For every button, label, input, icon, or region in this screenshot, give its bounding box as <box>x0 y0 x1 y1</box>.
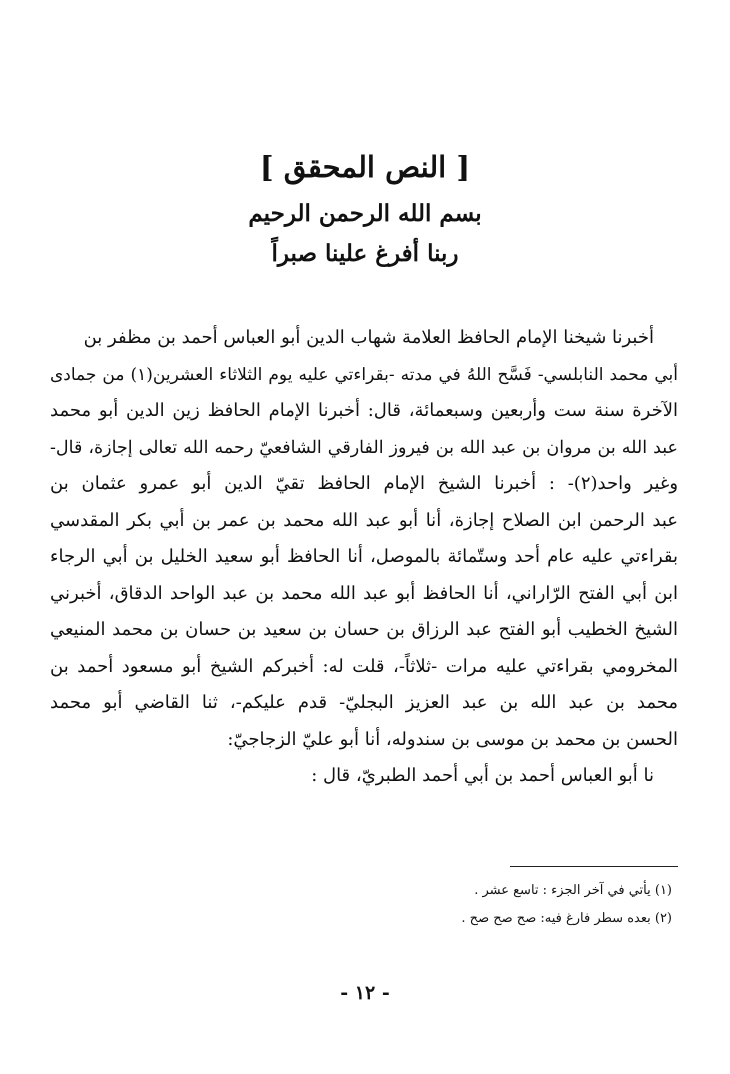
page-number: - ١٢ - <box>340 982 390 1004</box>
basmala: بسم الله الرحمن الرحيم <box>248 200 482 227</box>
text-line: الشيخ الخطيب أبو الفتح عبد الرزاق بن حسان بن سعيد بن حسان بن محمد المنيعي <box>50 619 678 640</box>
section-title: [ النص المحقق ] <box>259 150 471 184</box>
text-line: نا أبو العباس أحمد بن أبي أحمد الطبريّ، قال : <box>311 765 654 786</box>
main-text <box>50 320 678 795</box>
text-line: الحسن بن محمد بن موسى بن سندوله، أنا أبو عليّ الزجاجيّ: <box>227 728 678 750</box>
text-line: بقراءتي عليه عام أحد وستّمائة بالموصل، أنا الحافظ أبو سعيد الخليل بن أبي الرجاء <box>50 546 678 567</box>
text-line: أخبرنا شيخنا الإمام الحافظ العلامة شهاب الدين أبو العباس أحمد بن مظفر بن <box>83 327 654 348</box>
text-line: محمد بن عبد الله بن عبد العزيز البجليّ- قدم عليكم-، ثنا القاضي أبو محمد <box>50 692 678 713</box>
footnote: (١) يأتي في آخر الجزء : تاسع عشر . <box>474 883 672 898</box>
text-line: الآخرة سنة ست وأربعين وسبعمائة، قال: أخبرنا الإمام الحافظ زين الدين أبو محمد <box>50 400 678 421</box>
text-line: ابن أبي الفتح الرّاراني، أنا الحافظ أبو عبد الله محمد بن عبد الواحد الدقاق، أخبرني <box>50 582 678 604</box>
text-line: وغير واحد(٢)- : أخبرنا الشيخ الإمام الحافظ تقيّ الدين أبو عمرو عثمان بن <box>50 473 678 494</box>
text-line: عبد الرحمن ابن الصلاح إجازة، أنا أبو عبد الله محمد بن عمر بن أبي بكر المقدسي <box>50 509 678 531</box>
footnote: (٢) بعده سطر فارغ فيه: صح صح صح . <box>461 911 672 926</box>
opening-prayer: ربنا أفرغ علينا صبراً <box>271 240 459 267</box>
text-line: المخرومي بقراءتي عليه مرات -ثلاثاً-، قلت له: أخبركم الشيخ أبو مسعود أحمد بن <box>50 655 678 677</box>
footnote-divider <box>510 866 678 867</box>
footnotes <box>272 877 672 933</box>
text-line: أبي محمد النابلسي- فَسَّح اللهُ في مدته -بقراءتي عليه يوم الثلاثاء العشرين(١) من جمادى <box>50 364 678 385</box>
text-line: عبد الله بن مروان بن عبد الله بن فيروز الفارقي الشافعيّ رحمه الله تعالى إجازة، قال- <box>50 437 678 458</box>
